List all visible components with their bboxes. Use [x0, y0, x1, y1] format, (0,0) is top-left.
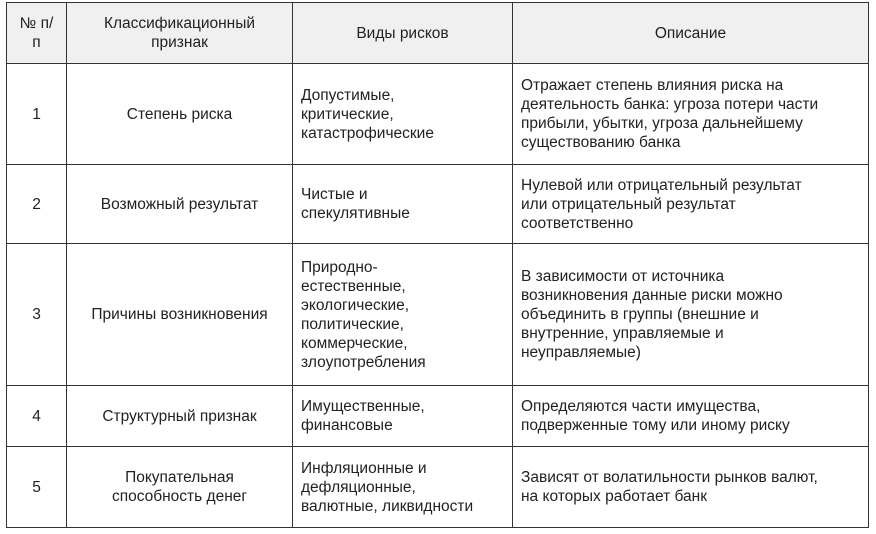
cell-num-text: 3: [32, 306, 41, 323]
table-row: [7, 386, 869, 447]
cell-num: [7, 64, 67, 165]
cell-sign-text: Возможный результат: [100, 195, 259, 213]
cell-types-text: Допустимые, критические, катастрофические: [301, 86, 434, 142]
header-sign-text: Классификационный признак: [103, 15, 256, 51]
cell-num-text: 5: [32, 478, 41, 496]
table-row: [7, 165, 869, 244]
cell-types: [293, 165, 513, 244]
cell-num: [7, 447, 67, 528]
cell-num: [7, 386, 67, 447]
table-row: [7, 244, 869, 386]
table-row: [7, 447, 869, 528]
cell-num-text: 2: [32, 195, 41, 213]
cell-sign: [67, 244, 293, 386]
risk-classification-table: [6, 2, 869, 528]
cell-types-text: Чистые и спекулятивные: [301, 186, 410, 222]
cell-desc: [513, 244, 869, 386]
cell-num: [7, 244, 67, 386]
cell-desc-text: Зависят от волатильности рынков валют, на которых работает банк: [521, 469, 818, 505]
cell-desc: [513, 165, 869, 244]
cell-sign-text: Структурный признак: [102, 407, 257, 425]
cell-num-text: 4: [32, 407, 41, 425]
cell-types-text: Инфляционные и дефляционные, валютные, ликвидности: [301, 459, 474, 515]
header-types: [293, 3, 513, 64]
cell-types: [293, 386, 513, 447]
cell-desc: [513, 386, 869, 447]
cell-desc: [513, 64, 869, 165]
cell-desc-text: Отражает степень влияния риска на деятельность банка: угроза потери части прибыли, убытки, угроза дальнейшему существованию банка: [521, 77, 819, 151]
header-desc: [513, 3, 869, 64]
header-types-text: Виды рисков: [356, 24, 449, 42]
cell-sign: [67, 447, 293, 528]
cell-sign-text: Покупательная способность денег: [111, 469, 248, 505]
header-row: [7, 3, 869, 64]
header-num: [7, 3, 67, 64]
table-row: [7, 64, 869, 165]
cell-types-text: Природно- естественные, экологические, политические, коммерческие, злоупотребления: [301, 258, 426, 371]
cell-num: [7, 165, 67, 244]
header-desc-text: Описание: [654, 24, 727, 42]
cell-types: [293, 244, 513, 386]
cell-sign: [67, 386, 293, 447]
cell-sign: [67, 64, 293, 165]
cell-types: [293, 447, 513, 528]
header-num-text: № п/ п: [19, 15, 54, 51]
cell-sign: [67, 165, 293, 244]
cell-desc-text: В зависимости от источника возникновения данные риски можно объединить в группы (внешние и внутренние, управляемые и неуправляемые): [521, 268, 783, 361]
cell-types: [293, 64, 513, 165]
cell-desc-text: Нулевой или отрицательный результат или отрицательный результат соответственно: [521, 176, 802, 232]
cell-sign-text: Степень риска: [126, 105, 233, 123]
cell-sign-text: Причины возникновения: [91, 306, 268, 323]
cell-types-text: Имущественные, финансовые: [301, 398, 425, 434]
cell-num-text: 1: [32, 105, 41, 123]
cell-desc: [513, 447, 869, 528]
header-sign: [67, 3, 293, 64]
cell-desc-text: Определяются части имущества, подверженные тому или иному риску: [521, 398, 790, 434]
